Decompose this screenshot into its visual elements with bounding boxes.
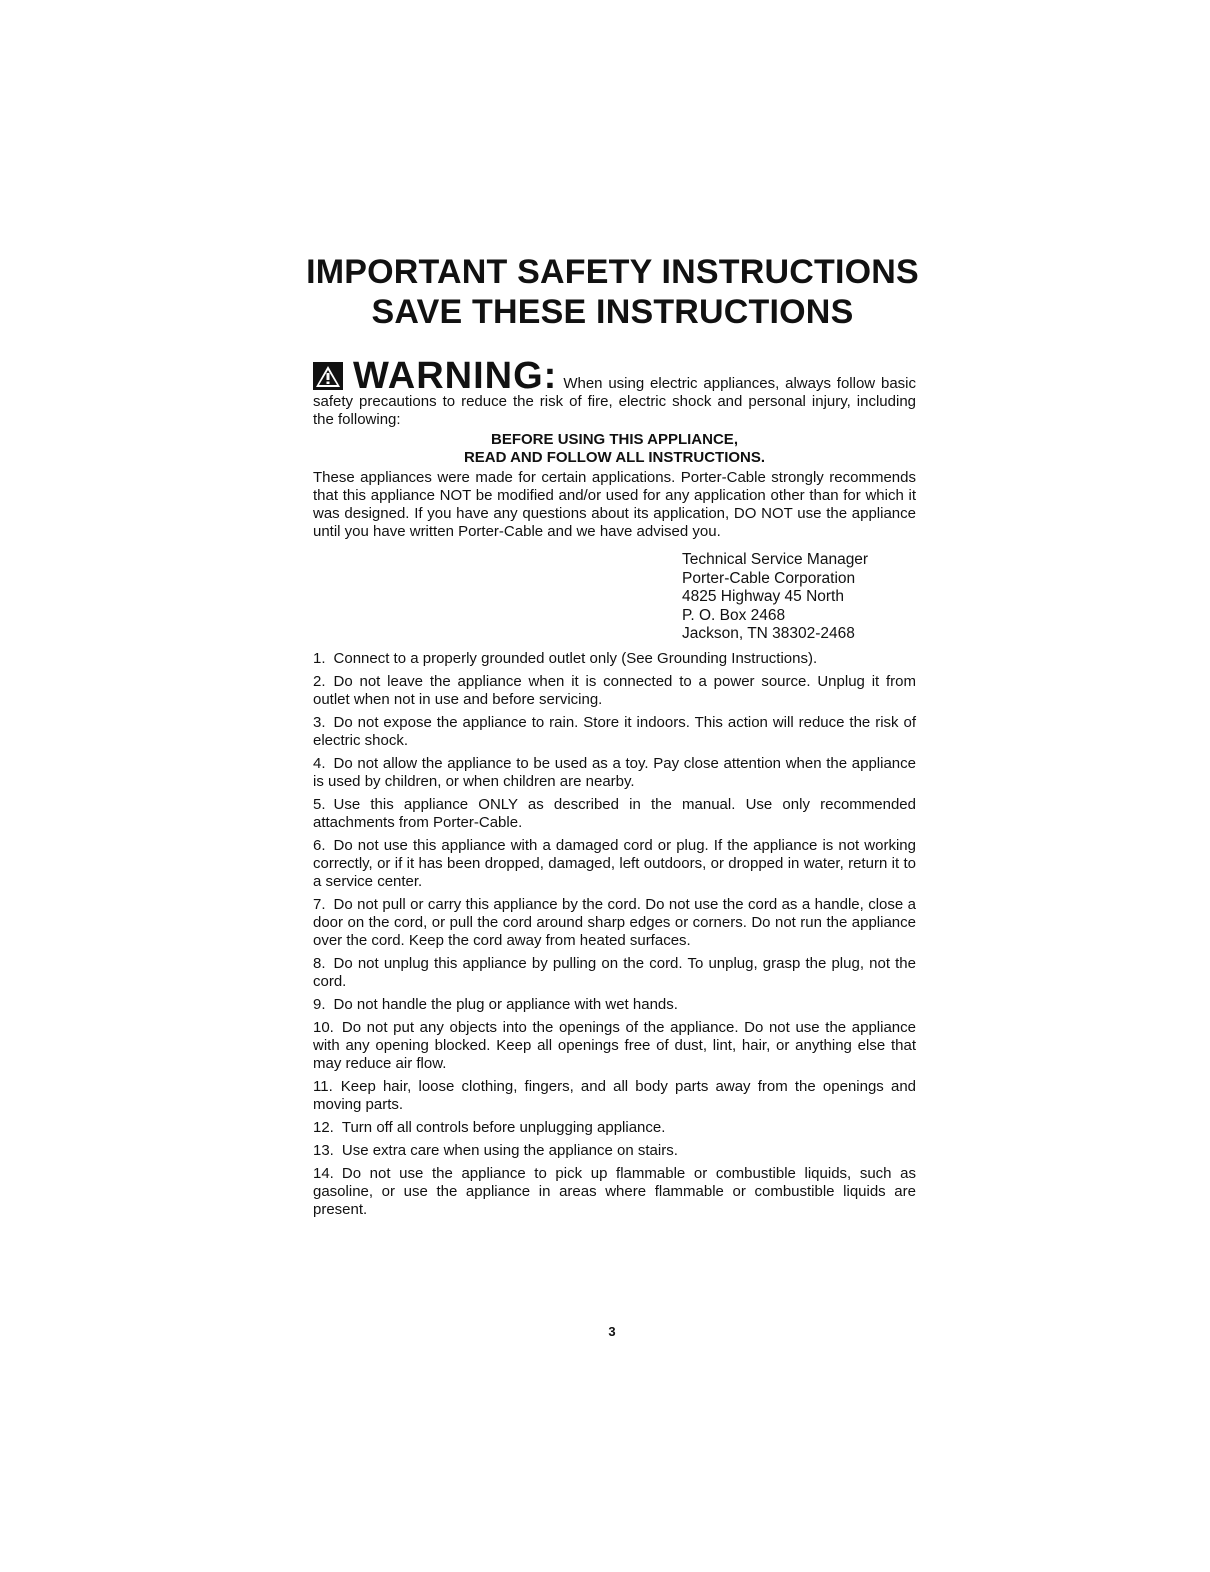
instruction-text: Turn off all controls before unplugging appliance.: [341, 1118, 666, 1136]
title-save-instructions: SAVE THESE INSTRUCTIONS: [371, 293, 854, 331]
instruction-number: 3.: [313, 713, 326, 731]
instruction-number: 14.: [313, 1164, 334, 1182]
instruction-number: 7.: [313, 895, 326, 913]
instruction-number: 13.: [313, 1141, 334, 1159]
instruction-item: [313, 837, 916, 891]
instruction-text: Do not use the appliance to pick up flammable or combustible liquids, such as gasoline, or use the appliance in areas where flammable or combustible liquids are present.: [313, 1164, 916, 1218]
instruction-item: [313, 896, 916, 950]
before-using-heading: [313, 431, 916, 467]
instruction-text: Do not leave the appliance when it is connected to a power source. Unplug it from outlet when not in use and before servicing.: [313, 672, 916, 708]
instruction-number: 12.: [313, 1118, 334, 1136]
instruction-number: 9.: [313, 995, 326, 1013]
instruction-text: Do not put any objects into the openings of the appliance. Do not use the appliance with any opening blocked. Keep all openings free of dust, lint, hair, or anything else that may reduce air flow.: [313, 1018, 916, 1072]
contact-address: [682, 551, 916, 644]
instruction-item: [313, 714, 916, 750]
instruction-text: Do not use this appliance with a damaged cord or plug. If the appliance is not working correctly, or if it has been dropped, damaged, left outdoors, or dropped in water, return it to a service center.: [313, 836, 916, 890]
instruction-item: [313, 1019, 916, 1073]
instruction-number: 5.: [313, 795, 326, 813]
instruction-text: Do not handle the plug or appliance with wet hands.: [333, 995, 678, 1013]
instruction-number: 2.: [313, 672, 326, 690]
title-important-safety: IMPORTANT SAFETY INSTRUCTIONS: [306, 253, 919, 291]
instruction-item: [313, 1165, 916, 1219]
applications-paragraph: These appliances were made for certain applications. Porter-Cable strongly recommends that this appliance NOT be modified and/or used for any application other than for which it was designed. If you have any questions about its application, DO NOT use the appliance until you have written Porter-Cable and we have advised you.: [313, 469, 916, 540]
instruction-text: Connect to a properly grounded outlet only (See Grounding Instructions).: [333, 649, 818, 667]
page-number: 3: [608, 1324, 616, 1339]
before-using-line: BEFORE USING THIS APPLIANCE,: [491, 431, 738, 448]
instruction-text: Do not unplug this appliance by pulling on the cord. To unplug, grasp the plug, not the cord.: [313, 954, 916, 990]
warning-paragraph: [313, 355, 916, 429]
instruction-text: Do not allow the appliance to be used as a toy. Pay close attention when the appliance is used by children, or when children are nearby.: [313, 754, 916, 790]
instruction-item: [313, 1078, 916, 1114]
warning-triangle-icon: [313, 362, 343, 390]
instruction-list: [313, 650, 916, 1219]
instruction-item: [313, 650, 916, 668]
safety-content: [313, 355, 916, 1224]
warning-label: WARNING:: [353, 355, 558, 397]
read-follow-line: READ AND FOLLOW ALL INSTRUCTIONS.: [463, 449, 766, 466]
instruction-item: [313, 996, 916, 1014]
address-line: Technical Service Manager: [682, 551, 869, 568]
instruction-item: [313, 673, 916, 709]
instruction-item: [313, 755, 916, 791]
page-title: [290, 252, 935, 332]
instruction-number: 1.: [313, 649, 326, 667]
instruction-number: 4.: [313, 754, 326, 772]
address-line: 4825 Highway 45 North: [682, 588, 844, 605]
instruction-number: 8.: [313, 954, 326, 972]
address-line: Jackson, TN 38302-2468: [682, 625, 855, 642]
instruction-text: Do not pull or carry this appliance by the cord. Do not use the cord as a handle, close a door on the cord, or pull the cord around sharp edges or corners. Do not run the appliance over the cord. Keep the cord away from heated surfaces.: [313, 895, 916, 949]
instruction-text: Do not expose the appliance to rain. Store it indoors. This action will reduce the risk of electric shock.: [313, 713, 916, 749]
instruction-text: Use extra care when using the appliance on stairs.: [341, 1141, 678, 1159]
instruction-item: [313, 1119, 916, 1137]
instruction-item: [313, 796, 916, 832]
instruction-item: [313, 955, 916, 991]
instruction-text: Keep hair, loose clothing, fingers, and all body parts away from the openings and moving parts.: [313, 1077, 916, 1113]
instruction-item: [313, 1142, 916, 1160]
instruction-number: 11.: [313, 1077, 333, 1095]
warning-text: When using electric appliances, always follow basic safety precautions to reduce the risk of fire, electric shock and personal injury, including the following:: [313, 375, 916, 428]
instruction-number: 6.: [313, 836, 326, 854]
instruction-text: Use this appliance ONLY as described in the manual. Use only recommended attachments from Porter-Cable.: [313, 795, 916, 831]
instruction-number: 10.: [313, 1018, 334, 1036]
address-line: P. O. Box 2468: [682, 606, 786, 624]
address-line: Porter-Cable Corporation: [682, 569, 856, 587]
